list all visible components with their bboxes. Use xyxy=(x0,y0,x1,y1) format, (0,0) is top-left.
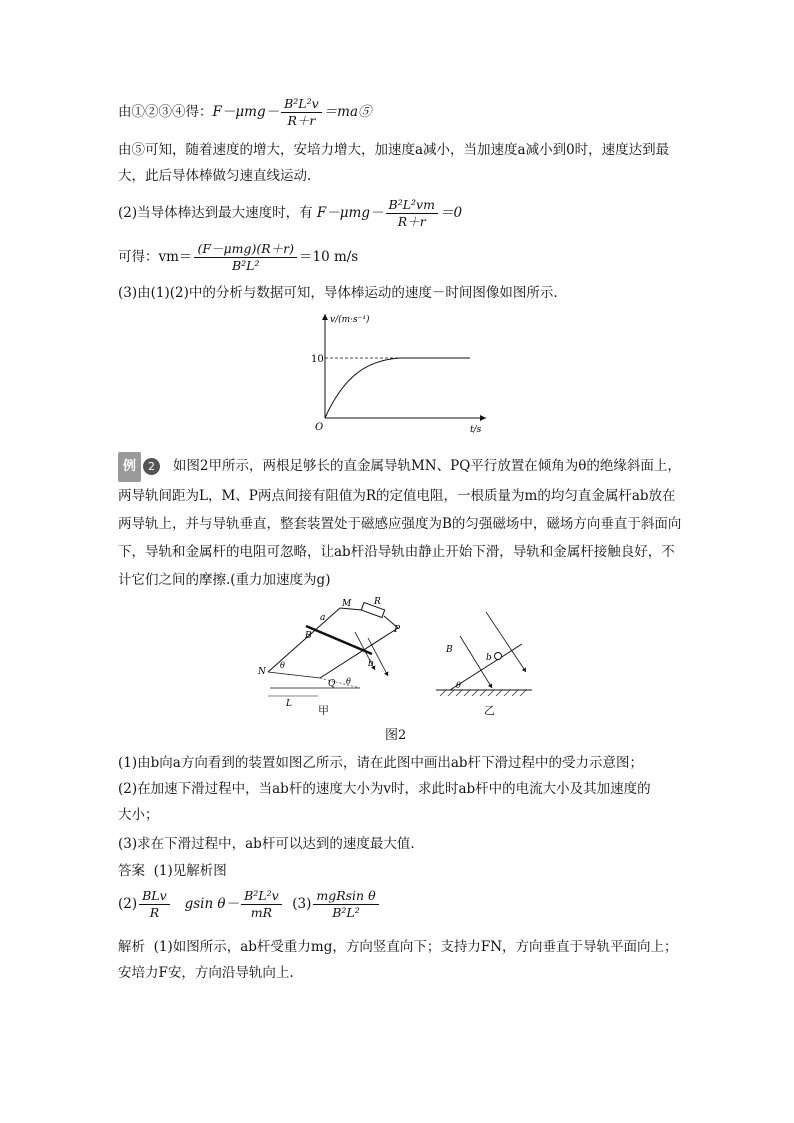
fraction xyxy=(241,888,282,921)
label-a: a xyxy=(320,613,326,623)
question-2-line-1: (2)在加速下滑过程中，当ab杆的速度大小为v时，求此时ab杆中的电流大小及其加速度的 xyxy=(118,781,651,797)
velocity-curve xyxy=(325,358,470,418)
fraction-denominator: R xyxy=(149,905,160,920)
x-axis-label: t/s xyxy=(470,425,482,435)
text: 可得：vm＝ xyxy=(118,249,193,265)
formula-part: ＝0 xyxy=(439,205,463,221)
fraction-numerator: B²L²v xyxy=(281,96,322,113)
question-2-line-2: 大小； xyxy=(118,807,159,823)
velocity-time-graph xyxy=(310,308,500,438)
example-badge: 例 xyxy=(118,452,141,482)
rail-QP xyxy=(320,628,398,678)
resistor-R xyxy=(361,602,384,617)
answer-line-2 xyxy=(118,888,381,921)
equation-line-3 xyxy=(118,197,462,230)
formula-part: ＝ma⑤ xyxy=(323,104,372,120)
label-L: L xyxy=(286,699,292,709)
question-3: (3)求在下滑过程中，ab杆可以达到的速度最大值. xyxy=(118,836,415,852)
equation-line-1 xyxy=(118,96,372,129)
text: (2)当导体棒达到最大速度时，有 xyxy=(118,205,313,221)
fraction-denominator: R＋r xyxy=(287,113,316,128)
text: 由①②③④得： xyxy=(118,104,213,120)
paragraph-2: 由⑤可知，随着速度的增大，安培力增大，加速度a减小，当加速度a减小到0时，速度达到最大，此后导体棒做匀速直线运动. xyxy=(118,142,670,184)
field-arrow xyxy=(368,638,388,676)
label-B: B xyxy=(305,631,312,641)
label-b: b xyxy=(486,653,492,663)
answer-line-1 xyxy=(118,860,227,882)
rail-bottom xyxy=(268,672,320,678)
fraction xyxy=(281,96,322,129)
formula-part: F－μmg－ xyxy=(316,205,384,221)
text-line-5: (3)由(1)(2)中的分析与数据可知，导体棒运动的速度－时间图像如图所示. xyxy=(118,285,558,301)
rod-cross-section xyxy=(495,653,502,660)
answer-1: (1)见解析图 xyxy=(153,863,227,879)
analysis-text: (1)如图所示，ab杆受重力mg，方向竖直向下；支持力FN，方向垂直于导轨平面向上； xyxy=(153,939,678,955)
label-theta: θ xyxy=(280,661,285,670)
fraction-denominator: B²L² xyxy=(332,905,360,920)
label-theta: θ xyxy=(456,681,461,690)
label-P: P xyxy=(394,625,401,635)
example-2-block xyxy=(118,452,688,594)
fraction xyxy=(139,888,170,921)
formula-part: gsin θ－ xyxy=(184,896,240,912)
label-b: b xyxy=(368,659,374,669)
fraction-numerator: B²L²vm xyxy=(386,197,438,214)
label-jia: 甲 xyxy=(318,704,329,717)
fraction xyxy=(194,241,297,274)
dashed-line xyxy=(320,678,360,688)
fraction-numerator: BLv xyxy=(139,888,170,905)
fraction-numerator: B²L²v xyxy=(241,888,282,905)
equation-line-4 xyxy=(118,241,358,274)
origin-label: O xyxy=(315,422,324,433)
figure-yi xyxy=(430,608,550,704)
fraction-numerator: (F－μmg)(R＋r) xyxy=(194,241,297,258)
rail-NM xyxy=(268,608,340,672)
question-1: (1)由b向a方向看到的装置如图乙所示，请在此图中画出ab杆下滑过程中的受力示意图； xyxy=(118,755,644,771)
analysis-line-2: 安培力F安，方向沿导轨向上. xyxy=(118,965,294,981)
formula-part: ＝10 m/s xyxy=(298,249,359,265)
example-text: 如图2甲所示，两根足够长的直金属导轨MN、PQ平行放置在倾角为θ的绝缘斜面上，两导轨间距为L，M、P两点间接有阻值为R的定值电阻，一根质量为m的均匀直金属杆ab放在两导轨上，并与导轨垂直，整套装置处于磁感应强度为B的匀强磁场中，磁场方向垂直于斜面向下，导轨和金属杆的电阻可忽略，让ab杆沿导轨由静止开始下滑，导轨和金属杆接触良好，不计它们之间的摩擦.(重力加速度为g) xyxy=(118,458,682,588)
text: (2) xyxy=(118,896,138,912)
y-tick-label: 10 xyxy=(311,354,324,365)
label-Q: Q xyxy=(328,679,336,689)
analysis-line-1 xyxy=(118,936,678,958)
analysis-label: 解析 xyxy=(118,939,145,955)
text: (3) xyxy=(292,896,312,912)
label-N: N xyxy=(258,667,266,677)
label-R: R xyxy=(374,597,381,607)
y-axis-label: v/(m·s⁻¹) xyxy=(330,315,370,325)
answer-label: 答案 xyxy=(118,863,145,879)
figure-jia xyxy=(250,592,430,712)
figure-caption: 图2 xyxy=(385,728,407,743)
fraction-denominator: R＋r xyxy=(397,214,426,229)
label-B: B xyxy=(446,645,453,655)
fraction-denominator: mR xyxy=(250,905,272,920)
example-number: 2 xyxy=(143,458,160,475)
formula-part: F－μmg－ xyxy=(212,104,280,120)
fraction-denominator: B²L² xyxy=(231,258,260,273)
label-yi: 乙 xyxy=(484,704,495,717)
fraction xyxy=(386,197,438,230)
label-theta: θ xyxy=(346,677,351,686)
rod-ab xyxy=(306,626,372,654)
fraction xyxy=(313,888,378,921)
fraction-numerator: mgRsin θ xyxy=(313,888,378,905)
label-M: M xyxy=(342,599,352,609)
ground-hatch xyxy=(440,690,526,696)
